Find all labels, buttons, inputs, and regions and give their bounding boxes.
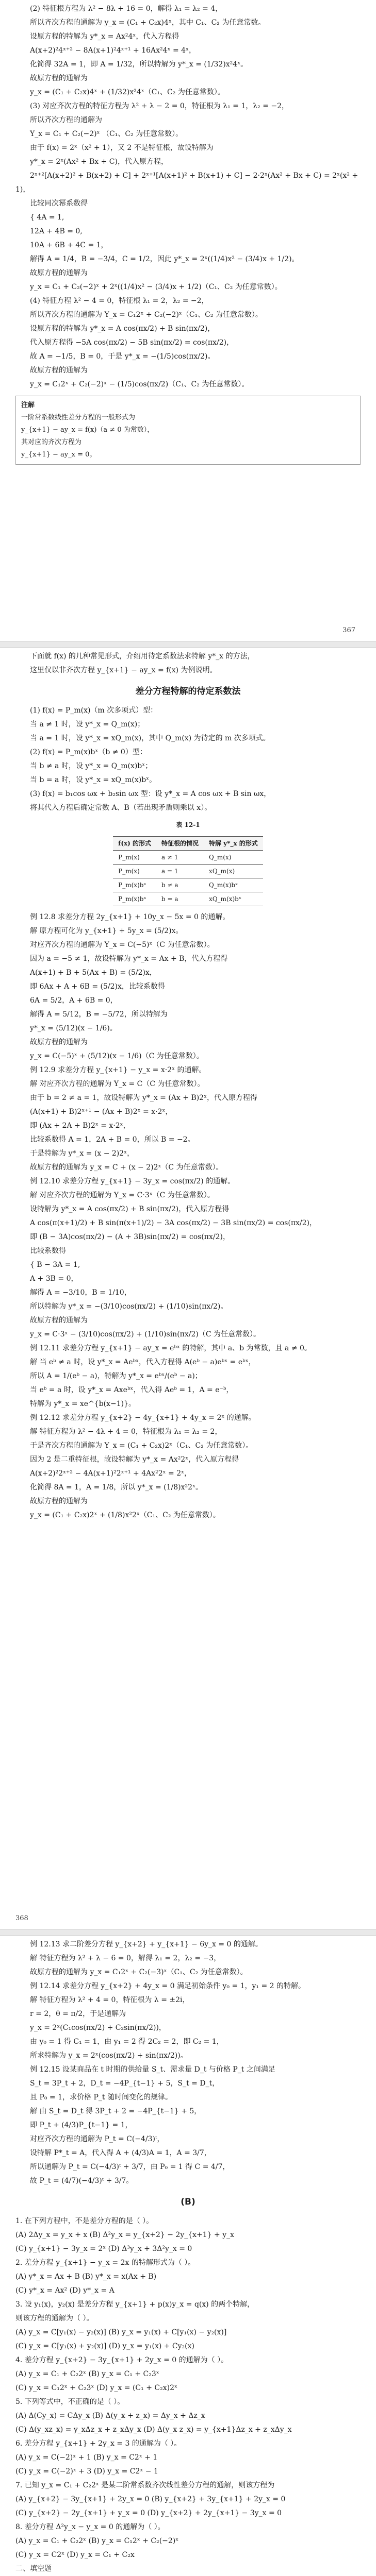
text-line: 例 12.11 求差分方程 y_{x+1} − ay_x = eᵇˣ 的特解，其中 a、b 为常数，且 a ≠ 0。 — [30, 1344, 312, 1352]
text-line: (C) Δ(y_xz_x) = y_xΔz_x + z_xΔy_x (D) Δ(y_x z_x) = y_{x+1}Δz_x + z_xΔy_x — [15, 2426, 292, 2434]
table-row — [113, 851, 263, 865]
text-line: (A) y_x = C(−2)ˣ + 1 (B) y_x = C2ˣ + 1 — [15, 2453, 158, 2462]
text-line: y_x = 2ˣ(C₁cos(πx/2) + C₂sin(πx/2))， — [30, 2024, 166, 2032]
section-title: 差分方程特解的待定系数法 — [135, 686, 241, 697]
text-line: 设特解为 y*_x = A cos(πx/2) + B sin(πx/2)，代入原方程得 — [30, 1205, 230, 1213]
text-line: (A) y_x = C₁ + C₂2ˣ (B) y_x = C₁ + C₂3ˣ — [15, 2370, 159, 2378]
text-line: 于是特解为 y*_x = (x − 2)2ˣ， — [30, 1149, 135, 1158]
text-line: (C) y_x = C(−2)ˣ + 3 (D) y_x = C2ˣ − 1 — [15, 2467, 158, 2476]
page-368 — [0, 647, 376, 1929]
text-line: 比较系数得 A = 1，2A + B = 0，所以 B = −2。 — [30, 1136, 195, 1144]
text-line: 由于 b = 2 ≠ a = 1，故设特解为 y*_x = (Ax + B)2ˣ，代入原方程得 — [30, 1094, 258, 1102]
text-line: 设原方程的特解为 y*_x = Ax²4ˣ，代入方程得 — [30, 32, 179, 41]
text-line: 由 y₀ = 1 得 C₁ = 1，由 y₁ = 2 得 2C₂ = 2，即 C₂ = 1， — [30, 2038, 224, 2046]
text-line: (3) f(x) = b₁cos ωx + b₂sin ωx 型：设 y*_x = A cos ωx + B sin ωx， — [30, 790, 271, 798]
text-line: y_{x+1} − ay_x = 0。 — [21, 451, 96, 459]
text-line: 特解为 y*_x = xe^{b(x−1)}。 — [30, 1400, 136, 1408]
page-number: 367 — [342, 626, 355, 634]
particular-solution-table — [113, 836, 263, 906]
text-line: (C) y_x = C₁2ˣ + C₂3ˣ (D) y_x = (C₁ + C₂x)2ˣ — [15, 2384, 177, 2392]
text-line: 因为 2 是二重特征根，故设特解为 y*_x = Ax²2ˣ，代入原方程得 — [30, 1455, 239, 1464]
text-line: A cos(π(x+1)/2) + B sin(π(x+1)/2) − 3A cos(πx/2) − 3B sin(πx/2) = cos(πx/2)， — [30, 1219, 317, 1227]
text-line: 故 P_t = (4/7)(−4/3)ᵗ + 3/7。 — [30, 2177, 134, 2185]
table-row — [113, 865, 263, 878]
text-line: 故原方程的通解为 y_x = C + (x − 2)2ˣ（C 为任意常数）。 — [30, 1163, 223, 1172]
text-line: 当 b ≠ a 时，设 y*_x = Q_m(x)bˣ； — [30, 762, 153, 770]
table-cell: xQ_m(x)bˣ — [204, 892, 263, 906]
text-line: (2) f(x) = P_m(x)bˣ（b ≠ 0）型： — [30, 748, 147, 756]
text-line: 例 12.15 设某商品在 t 时期的供给量 S_t、需求量 D_t 与价格 P_t 之间满足 — [30, 2065, 275, 2074]
text-line: 化简得 8A = 1，A = 1/8，所以 y*_x = (1/8)x²2ˣ。 — [30, 1483, 203, 1492]
text-line: 故原方程的通解为 — [30, 366, 88, 375]
text-line: 这里仅以非齐次方程 y_{x+1} − ay_x = f(x) 为例说明。 — [30, 666, 217, 674]
text-line: 例 12.9 求差分方程 y_{x+1} − y_x = x·2ˣ 的通解。 — [30, 1066, 206, 1074]
text-line: 所以齐次方程的通解为 — [30, 116, 102, 124]
text-line: 其对应的齐次方程为 — [21, 438, 82, 446]
text-line: (C) y_x = C2ˣ (D) y_x = C₁ + C₂x — [15, 2551, 135, 2559]
text-line: 即 (B − 3A)cos(πx/2) − (A + 3B)sin(πx/2) = cos(πx/2)， — [30, 1233, 230, 1241]
text-line: 解 当 eᵇ ≠ a 时，设 y*_x = Aeᵇˣ，代入方程得 A(eᵇ − a)eᵇˣ = eᵇˣ， — [30, 1358, 256, 1366]
text-line: Y_x = C₁ + C₂(−2)ˣ （C₁、C₂ 为任意常数）。 — [30, 130, 183, 138]
text-line: 解 特征方程为 λ² + 4 = 0，特征根为 λ = ±2i， — [30, 1996, 190, 2004]
text-line: S_t = 3P_t + 2，D_t = −4P_{t−1} + 5，S_t = D_t， — [30, 2079, 220, 2088]
text-line: 解 对应齐次方程的通解为 Y_x = C·3ˣ（C 为任意常数）。 — [30, 1191, 215, 1199]
text-line: (A) y_x = C₁ + C₂2ˣ (B) y_x = C₁2ˣ + C₂(−2)ˣ — [15, 2537, 179, 2545]
table-cell: Q_m(x) — [204, 851, 263, 865]
text-line: 例 12.12 求差分方程 y_{x+2} − 4y_{x+1} + 4y_x = 2ˣ 的通解。 — [30, 1414, 256, 1422]
text-line: 1. 在下列方程中，不是差分方程的是（ ）。 — [15, 2217, 154, 2225]
text-line: A(x+2)²4ˣ⁺² − 8A(x+1)²4ˣ⁺¹ + 16Ax²4ˣ = 4ˣ， — [30, 46, 196, 55]
note-box — [15, 396, 361, 465]
text-line: 所以 A = 1/(eᵇ − a)，特解为 y*_x = eᵇˣ/(eᵇ − a)； — [30, 1372, 202, 1380]
text-line: 二、填空题 — [15, 2565, 52, 2573]
table-caption: 表 12-1 — [176, 821, 200, 828]
text-line: 故原方程的通解为 — [30, 1038, 88, 1046]
text-line: 故原方程的通解为 — [30, 1497, 88, 1505]
text-line: y_{x+1} − ay_x = f(x)（a ≠ 0 为常数）， — [21, 426, 154, 434]
text-line: 解 由 S_t = D_t 得 3P_t + 2 = −4P_{t−1} + 5， — [30, 2107, 202, 2115]
text-line: 设特解 P*_t = A，代入得 A + (4/3)A = 1，A = 3/7， — [30, 2149, 211, 2157]
text-line: 由于 f(x) = 2ˣ（x² + 1），又 2 不是特征根，故设特解为 — [30, 144, 214, 152]
text-line: 解得 A = 1/4，B = −3/4，C = 1/2，因此 y*_x = 2ˣ((1/4)x² − (3/4)x + 1/2)。 — [30, 255, 299, 263]
text-line: y_x = C(−5)ˣ + (5/12)(x − 1/6)（C 为任意常数）。 — [30, 1052, 204, 1060]
text-line: A(x+2)²2ˣ⁺² − 4A(x+1)²2ˣ⁺¹ + 4Ax²2ˣ = 2ˣ， — [30, 1469, 192, 1478]
examples — [15, 910, 361, 1522]
text-line: (C) y_{x+1} − 3y_x = 2ˣ (D) Δ³y_x + 3Δ²y_x = 0 — [15, 2245, 192, 2253]
examples-continued — [15, 1935, 361, 2188]
text-line: 当 a ≠ 1 时，设 y*_x = Q_m(x)； — [30, 720, 145, 728]
text-line: 下面就 f(x) 的几种常见形式，介绍用待定系数法求特解 y*_x 的方法， — [30, 652, 255, 660]
text-line: 解 对应齐次方程的通解为 Y_x = C（C 为任意常数）。 — [30, 1080, 205, 1088]
table-cell: b = a — [156, 892, 204, 906]
intro-text — [15, 647, 361, 677]
text-line: 所求特解为 y_x = 2ˣ(cos(πx/2) + sin(πx/2))。 — [30, 2052, 188, 2060]
table-cell: P_m(x) — [113, 851, 156, 865]
text-line: 例 12.10 求差分方程 y_{x+1} − 3y_x = cos(πx/2) 的通解。 — [30, 1177, 235, 1185]
text-line: 例 12.8 求差分方程 2y_{x+1} + 10y_x − 5x = 0 的通解。 — [30, 913, 230, 921]
text-line: 例 12.14 求差分方程 y_{x+2} + 4y_x = 0 满足初始条件 y₀ = 1，y₁ = 2 的特解。 — [30, 1982, 306, 1990]
table-header-cell: 特征根的情况 — [156, 837, 204, 851]
text-line: A(x+1) + B + 5(Ax + B) = (5/2)x， — [30, 969, 157, 977]
text-line: 12A + 4B = 0, — [30, 227, 83, 235]
text-line: 故原方程的通解为 — [30, 269, 88, 277]
text-line: 解得 A = 5/12，B = −5/72，所以特解为 — [30, 1010, 168, 1019]
table-cell: a = 1 — [156, 865, 204, 878]
text-line: 即 6Ax + A + 6B = (5/2)x，比较系数得 — [30, 982, 165, 991]
text-line: 10A + 6B + 4C = 1， — [30, 241, 108, 249]
text-line: A + 3B = 0， — [30, 1275, 78, 1283]
text-line: 所以齐次方程的通解为 Y_x = C₁2ˣ + C₂(−2)ˣ（C₁、C₂ 为任意常数）。 — [30, 311, 263, 319]
text-line: 解 特征方程为 λ² + λ − 6 = 0，解得 λ₁ = 2，λ₂ = −3， — [30, 1954, 221, 1962]
text-line: 当 b = a 时，设 y*_x = xQ_m(x)bˣ。 — [30, 776, 157, 784]
table-body — [113, 851, 263, 906]
table-cell: P_m(x) — [113, 865, 156, 878]
text-line: (A) y*_x = Ax + B (B) y*_x = x(Ax + B) — [15, 2273, 157, 2281]
text-line: 所以齐次方程的通解为 y_x = (C₁ + C₂x)4ˣ，其中 C₁、C₂ 为任意常数。 — [30, 19, 266, 27]
method-list — [15, 704, 361, 815]
text-line: (A) Δ(Cy_x) = CΔy_x (B) Δ(y_x + z_x) = Δy_x + Δz_x — [15, 2412, 205, 2420]
table-header-cell: 特解 y*_x 的形式 — [204, 837, 263, 851]
text-line: 设原方程的特解为 y*_x = A cos(πx/2) + B sin(πx/2)， — [30, 325, 215, 333]
text-line: { B − 3A = 1, — [30, 1261, 80, 1269]
text-line: y_x = C₁2ˣ + C₂(−2)ˣ − (1/5)cos(πx/2)（C₁、C₂ 为任意常数）。 — [30, 380, 249, 388]
text-line: (A(x+1) + B)2ˣ⁺¹ − (Ax + B)2ˣ = x·2ˣ， — [30, 1108, 173, 1116]
text-line: 故 A = −1/5，B = 0，于是 y*_x = −(1/5)cos(πx/2)。 — [30, 352, 215, 361]
text-line: 故原方程的通解为 y_x = C₁2ˣ + C₂(−3)ˣ（C₁、C₂ 为任意常数）。 — [30, 1968, 248, 1976]
text-line: (C) y_x = C[y₁(x) + y₂(x)] (D) y_x = y₁(x) + Cy₂(x) — [15, 2342, 194, 2350]
text-line: 6A = 5/2，A + 6B = 0， — [30, 996, 118, 1005]
text-line: 代入原方程得 −5A cos(πx/2) − 5B sin(πx/2) = cos(πx/2)， — [30, 338, 234, 347]
text-line: 3. 设 y₁(x)，y₂(x) 是差分方程 y_{x+1} + p(x)y_x = q(x) 的两个特解， — [15, 2300, 255, 2309]
text-line: y*_x = (5/12)(x − 1/6)。 — [30, 1024, 117, 1032]
table-cell: a ≠ 1 — [156, 851, 204, 865]
text-line: 解 原方程可化为 y_{x+1} + 5y_x = (5/2)x。 — [30, 927, 183, 935]
text-line: 例 12.13 求二阶差分方程 y_{x+2} + y_{x+1} − 6y_x = 0 的通解。 — [30, 1940, 263, 1948]
table-cell: P_m(x)bˣ — [113, 878, 156, 892]
table-row — [113, 878, 263, 892]
table-row — [113, 892, 263, 906]
part-title: (B) — [181, 2197, 195, 2207]
note-title: 注解 — [21, 401, 35, 409]
text-line: 即 (Ax + 2A + B)2ˣ = x·2ˣ， — [30, 1122, 130, 1130]
text-line: 比较同次幂系数得 — [30, 199, 88, 208]
text-line: 故原方程的通解为 — [30, 1316, 88, 1325]
page-369 — [0, 1935, 376, 2576]
text-line: 因为 a = −5 ≠ 1，故设特解为 y*_x = Ax + B，代入方程得 — [30, 955, 228, 963]
text-line: y_x = (C₁ + C₂x)2ˣ + (1/8)x²2ˣ（C₁、C₂ 为任意常数）。 — [30, 1511, 220, 1519]
page-367 — [0, 0, 376, 641]
text-line: y_x = C₁ + C₂(−2)ˣ + 2ˣ((1/4)x² − (3/4)x + 1/2)（C₁、C₂ 为任意常数）。 — [30, 283, 282, 291]
text-line: 解得 A = −3/10，B = 1/10， — [30, 1289, 132, 1297]
text-line: 则该方程的通解为（ ）。 — [15, 2314, 94, 2323]
table-cell: Q_m(x)bˣ — [204, 878, 263, 892]
text-line: 4. 差分方程 y_{x+2} − 3y_{x+1} + 2y_x = 0 的通解为（ ）。 — [15, 2356, 228, 2364]
text-line: 即 P_t + (4/3)P_{t−1} = 1， — [30, 2121, 133, 2129]
text-line: 且 P₀ = 1，求价格 P_t 随时间变化的规律。 — [30, 2093, 172, 2102]
text-line: 7. 已知 y_x = C₁ + C₂2ˣ 是某二阶常系数齐次线性差分方程的通解，则该方程为 — [15, 2481, 275, 2489]
text-line: 将其代入方程后确定常数 A、B（若出现矛盾则乘以 x）。 — [30, 804, 212, 812]
text-line: (2) 特征根方程为 λ² − 8λ + 16 = 0，解得 λ₁ = λ₂ = 4， — [30, 5, 223, 13]
text-line: (C) y*_x = Ax² (D) y*_x = A — [15, 2286, 115, 2295]
text-line: (A) y_x = C[y₁(x) − y₂(x)] (B) y_x = y₁(x) + C[y₁(x) − y₂(x)] — [15, 2328, 227, 2336]
text-line: 比较系数得 — [30, 1247, 66, 1255]
text-line: 8. 差分方程 Δ²y_x − y_x = 0 的通解为（ ）。 — [15, 2523, 165, 2531]
exercise-list — [15, 2214, 361, 2576]
table-cell: P_m(x)bˣ — [113, 892, 156, 906]
text-line: (A) 2Δy_x = y_x + x (B) Δ²y_x = y_{x+2} − 2y_{x+1} + y_x — [15, 2231, 235, 2239]
text-line: (3) 对应齐次方程的特征方程为 λ² + λ − 2 = 0，特征根为 λ₁ = 1，λ₂ = −2， — [30, 102, 289, 110]
text-line: 故原方程的通解为 — [30, 74, 88, 82]
table-header-row — [113, 837, 263, 851]
note-body — [21, 412, 355, 461]
text-line: 当 a = 1 时，设 y*_x = xQ_m(x)，其中 Q_m(x) 为待定的 m 次多项式。 — [30, 734, 270, 742]
text-line: 一阶常系数线性差分方程的一般形式为 — [21, 414, 136, 421]
text-line: 于是齐次方程的通解为 Y_x = (C₁ + C₂x)2ˣ（C₁、C₂ 为任意常数）。 — [30, 1442, 253, 1450]
text-line: { 4A = 1, — [30, 213, 64, 222]
table-header-cell: f(x) 的形式 — [113, 837, 156, 851]
text-line: 2ˣ⁺²[A(x+2)² + B(x+2) + C] + 2ˣ⁺¹[A(x+1)² + B(x+1) + C] − 2·2ˣ(Ax² + Bx + C) = 2ˣ(x² + 1)， — [15, 172, 358, 194]
text-line: (C) y_{x+2} − 2y_{x+1} + y_x = 0 (D) y_{x+2} + 2y_{x+1} − 3y_x = 0 — [15, 2509, 282, 2517]
text-line: 化简得 32A = 1，即 A = 1/32，所以特解为 y*_x = (1/32)x²4ˣ。 — [30, 60, 248, 69]
table-cell: xQ_m(x) — [204, 865, 263, 878]
table-cell: b ≠ a — [156, 878, 204, 892]
text-line: (4) 特征方程 λ² − 4 = 0，特征根 λ₁ = 2，λ₂ = −2， — [30, 297, 209, 305]
page-number: 368 — [15, 1914, 28, 1922]
text-line: y_x = (C₁ + C₂x)4ˣ + (1/32)x²4ˣ（C₁、C₂ 为任意常数）。 — [30, 88, 225, 96]
text-line: (A) y_{x+2} − 3y_{x+1} + 2y_x = 0 (B) y_{x+2} + 3y_{x+1} + 2y_x = 0 — [15, 2495, 286, 2503]
text-line: 解 特征方程为 λ² − 4λ + 4 = 0，特征根为 λ₁ = λ₂ = 2， — [30, 1428, 222, 1436]
text-line: 当 eᵇ = a 时，设 y*_x = Axeᵇˣ，代入得 Aeᵇ = 1，A = e⁻ᵇ， — [30, 1386, 234, 1394]
text-line: 所以特解为 y*_x = −(3/10)cos(πx/2) + (1/10)sin(πx/2)。 — [30, 1302, 228, 1311]
text-line: (1) f(x) = P_m(x)（m 次多项式）型： — [30, 706, 158, 715]
text-line: 所以通解为 P_t = C(−4/3)ᵗ + 3/7，由 P₀ = 1 得 C = 4/7， — [30, 2163, 230, 2171]
text-line: r = 2，θ = π/2，于是通解为 — [30, 2010, 126, 2018]
text-line: 6. 差分方程 y_{x+1} + 2y_x = 3 的通解为（ ）。 — [15, 2439, 182, 2448]
text-line: y*_x = 2ˣ(Ax² + Bx + C)，代入原方程， — [30, 158, 168, 166]
text-line: y_x = C·3ˣ − (3/10)cos(πx/2) + (1/10)sin(πx/2)（C 为任意常数）。 — [30, 1330, 261, 1338]
page-367-body — [15, 0, 361, 392]
text-line: 5. 下列等式中，不正确的是（ ）。 — [15, 2398, 125, 2406]
text-line: 对应齐次方程的通解为 P_t = C(−4/3)ᵗ， — [30, 2135, 165, 2143]
text-line: 2. 差分方程 y_{x+1} − y_x = 2x 的特解形式为（ ）。 — [15, 2259, 195, 2267]
text-line: 对应齐次方程的通解为 Y_x = C(−5)ˣ（C 为任意常数）。 — [30, 941, 215, 949]
